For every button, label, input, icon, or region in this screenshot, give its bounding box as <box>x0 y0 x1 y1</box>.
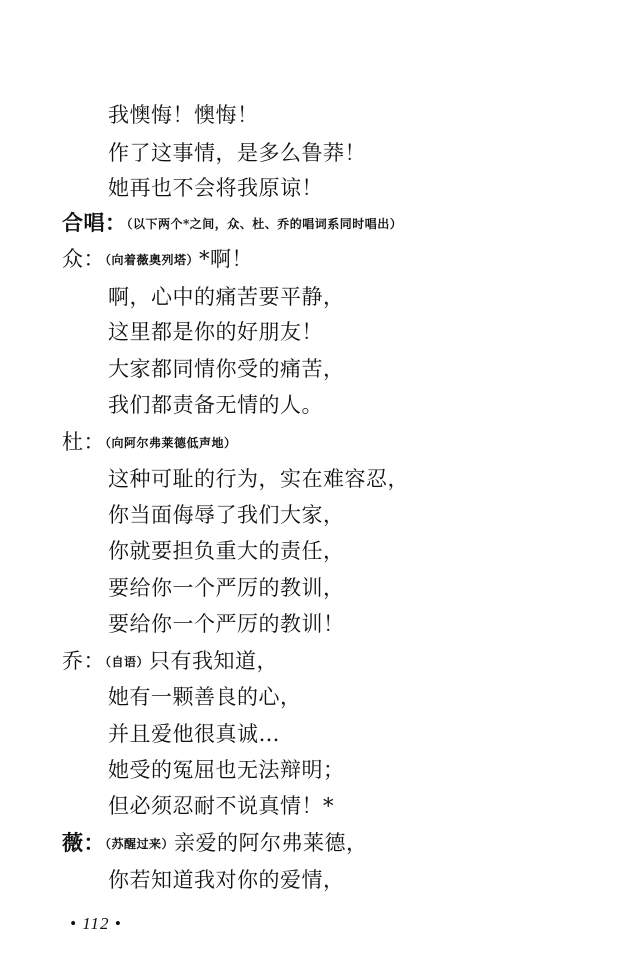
lyric-line: 她再也不会将我原谅！ <box>108 176 323 200</box>
lyric-text: 亲爱的阿尔弗莱德， <box>174 831 368 855</box>
speaker-label: 乔： <box>62 649 105 673</box>
lyric-line: 要给你一个严厉的教训， <box>108 576 345 600</box>
stage-direction: （向着薇奥列塔） <box>105 253 200 267</box>
lyric-line: 你若知道我对你的爱情， <box>108 868 345 892</box>
stage-direction: （向阿尔弗莱德低声地） <box>105 436 237 450</box>
stage-direction: （自语） <box>105 655 150 669</box>
lyric-line: 她有一颗善良的心， <box>108 685 302 709</box>
lyric-line: 并且爱他很真诚… <box>108 722 280 746</box>
lyric-line: 你就要担负重大的责任， <box>108 539 345 563</box>
lyric-line: 我懊悔！懊悔！ <box>108 103 259 127</box>
speaker-label: 薇： <box>62 830 105 855</box>
lyric-line: 你当面侮辱了我们大家， <box>108 503 345 527</box>
lyric-text: *啊！ <box>199 247 254 271</box>
speaker-label: 众： <box>62 247 105 271</box>
speaker-label: 合唱： <box>62 210 127 235</box>
speaker-line <box>62 428 237 457</box>
speaker-line <box>62 245 253 274</box>
chorus-heading <box>62 209 402 238</box>
lyric-line: 这种可耻的行为，实在难容忍， <box>108 467 409 491</box>
lyric-line: 但必须忍耐不说真情！* <box>108 794 334 818</box>
page-number: • 112 • <box>70 914 122 933</box>
stage-direction: （苏醒过来） <box>105 837 175 851</box>
speaker-line <box>62 647 278 676</box>
lyric-line: 啊，心中的痛苦要平静， <box>108 285 345 309</box>
lyric-line: 要给你一个严厉的教训！ <box>108 612 345 636</box>
lyric-line: 她受的冤屈也无法辩明； <box>108 758 345 782</box>
speaker-line <box>62 829 368 858</box>
lyric-line: 这里都是你的好朋友！ <box>108 320 323 344</box>
stage-direction: （以下两个*之间，众、杜、乔的唱词系同时唱出） <box>126 217 403 231</box>
lyric-text: 只有我知道， <box>149 649 279 673</box>
lyric-line: 我们都责备无情的人。 <box>108 393 323 417</box>
lyric-line: 大家都同情你受的痛苦， <box>108 357 345 381</box>
speaker-label: 杜： <box>62 430 105 454</box>
lyric-line: 作了这事情，是多么鲁莽！ <box>108 141 366 165</box>
